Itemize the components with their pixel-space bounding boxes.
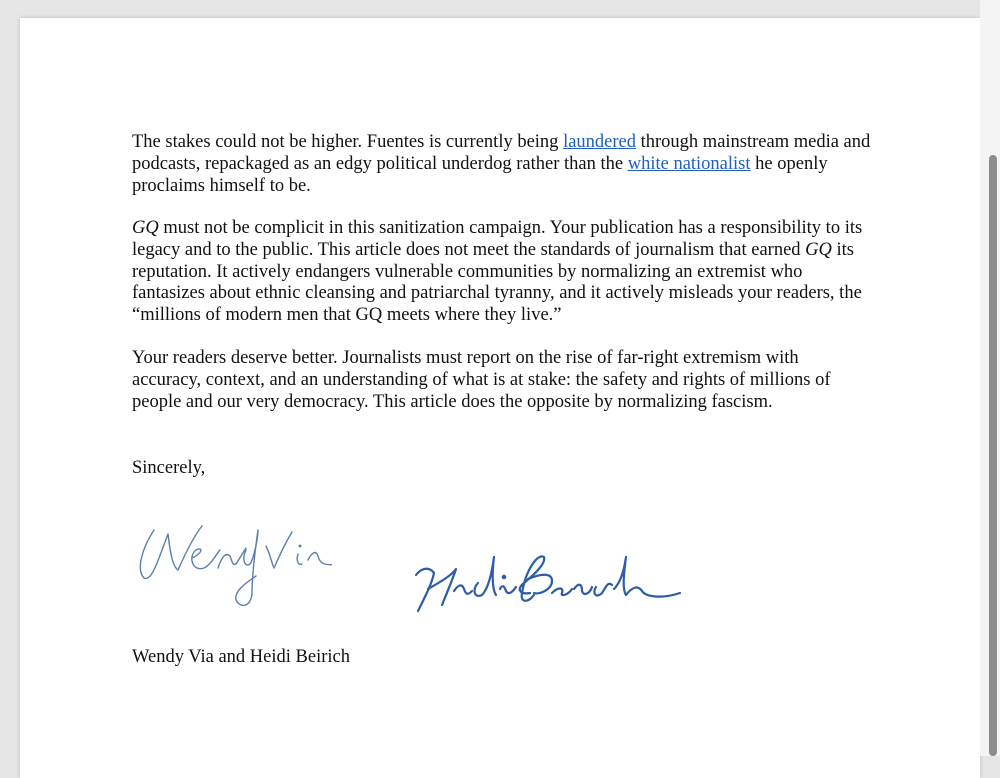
- scrollbar-thumb[interactable]: [989, 155, 997, 756]
- paragraph-text: its reputation. It actively endangers vulnerable communities by normalizing an extremist who fantasizes about ethnic cleansing and patriarchal tyranny, and it actively misleads your readers, the “millions of modern men that GQ meets where they live.”: [132, 239, 862, 326]
- paragraph-text: The stakes could not be higher. Fuentes is currently being: [132, 132, 564, 152]
- publication-name: GQ: [805, 239, 832, 260]
- paragraph-text: he openly proclaims himself to be.: [132, 153, 828, 196]
- publication-name: GQ: [132, 218, 159, 238]
- closing: Sincerely,: [132, 458, 206, 478]
- paragraph-gq: [132, 218, 872, 327]
- paragraph-stakes: [132, 132, 872, 197]
- document-page: [20, 18, 980, 778]
- paragraph-readers: Your readers deserve better. Journalists must report on the rise of far-right extremism with accuracy, context, and an understanding of what is at stake: the safety and rights of millions of people and our very democracy. This article does the opposite by normalizing fascism.: [132, 348, 831, 412]
- paragraph-text: through mainstream media and podcasts, repackaged as an edgy political underdog rather than the: [132, 132, 871, 174]
- paragraph-text: must not be complicit in this sanitization campaign. Your publication has a responsibility to its legacy and to the public. This article does not meet the standards of journalism that earned: [132, 218, 863, 260]
- signatory-names: Wendy Via and Heidi Beirich: [132, 647, 350, 667]
- white-nationalist-link[interactable]: white nationalist: [627, 153, 751, 174]
- signature-heidi-beirich: [412, 533, 682, 618]
- vertical-scrollbar[interactable]: [980, 0, 1000, 756]
- laundered-link[interactable]: laundered: [563, 132, 636, 152]
- signature-wendy-via: [132, 508, 332, 608]
